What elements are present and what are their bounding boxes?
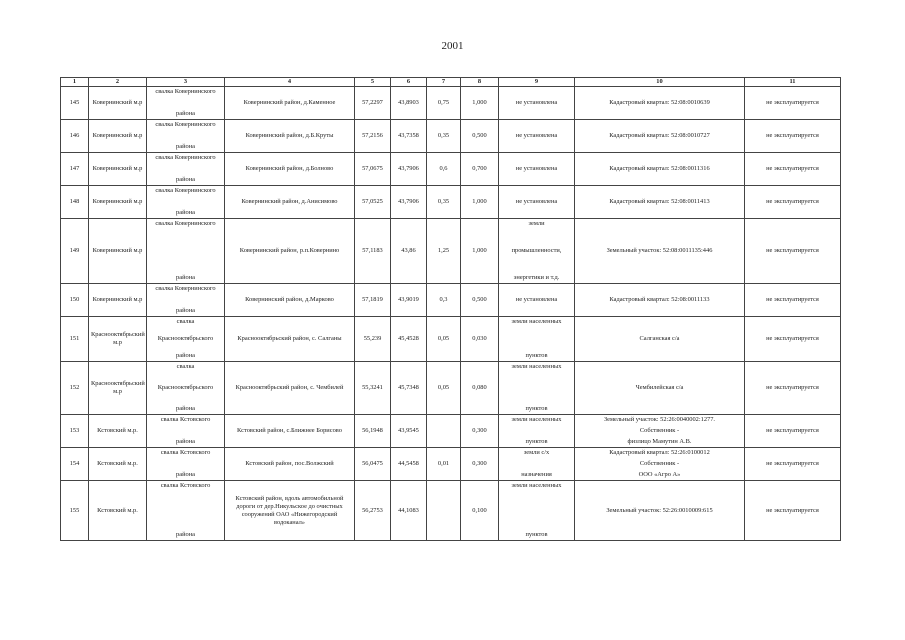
table-row — [61, 415, 841, 448]
latitude-cell: 57,2156 — [355, 120, 391, 153]
longitude-cell: 43,86 — [391, 219, 427, 284]
area-cell: 0,35 — [427, 120, 461, 153]
cadastral-cell-line: Кадастровый квартал: 52:08:0010639 — [609, 99, 710, 106]
cadastral-cell-line: Кадастровый квартал: 52:08:0011316 — [609, 165, 710, 172]
land-category-cell-line: энергетики и т.д. — [513, 274, 560, 281]
dump-name-cell-line: района — [176, 405, 195, 412]
land-category-cell-line: не установлена — [515, 132, 558, 139]
cadastral-cell-line: Кадастровый квартал: 52:08:0010727 — [609, 132, 710, 139]
land-category-cell — [499, 219, 575, 284]
status-cell: не эксплуатируется — [745, 362, 841, 415]
dump-name-cell-line: Краснооктябрьского — [157, 335, 214, 342]
dump-name-cell-line: района — [176, 307, 195, 314]
location-cell: Ковернинский район, р.п.Ковернино — [225, 219, 355, 284]
value-cell: 0,030 — [461, 317, 499, 362]
dump-name-cell-line: свалка Ковернинского — [155, 154, 216, 161]
land-category-cell-line: не установлена — [515, 198, 558, 205]
land-category-cell-line: не установлена — [515, 296, 558, 303]
district-cell: Ковернинский м.р — [89, 219, 147, 284]
cadastral-cell-line: Кадастровый квартал: 52:08:0011413 — [609, 198, 710, 205]
table-row — [61, 186, 841, 219]
district-cell: Кстовский м.р. — [89, 481, 147, 541]
dump-name-cell-line: района — [176, 438, 195, 445]
status-cell: не эксплуатируется — [745, 317, 841, 362]
land-category-cell-line: промышленности, — [511, 247, 562, 254]
column-header: 7 — [427, 78, 461, 87]
dump-name-cell-line: свалка — [176, 318, 195, 325]
area-cell: 0,35 — [427, 186, 461, 219]
area-cell: 0,6 — [427, 153, 461, 186]
longitude-cell: 43,7358 — [391, 120, 427, 153]
area-cell: 0,75 — [427, 87, 461, 120]
table-row — [61, 120, 841, 153]
dump-name-cell-line: района — [176, 274, 195, 281]
cadastral-cell-line: Земельный участок: 52:26:0040002:1277. — [603, 416, 716, 423]
value-cell: 0,500 — [461, 284, 499, 317]
dump-name-cell-line: Краснооктябрьского — [157, 384, 214, 391]
land-category-cell — [499, 448, 575, 481]
cadastral-cell — [575, 87, 745, 120]
row-number-cell: 152 — [61, 362, 89, 415]
value-cell: 0,300 — [461, 415, 499, 448]
latitude-cell: 55,3241 — [355, 362, 391, 415]
area-cell: 0,05 — [427, 317, 461, 362]
table-row — [61, 481, 841, 541]
area-cell: 1,25 — [427, 219, 461, 284]
location-cell: Кстовский район, пос.Волжский — [225, 448, 355, 481]
value-cell: 0,700 — [461, 153, 499, 186]
dump-name-cell-line: свалка Кстовского — [160, 449, 211, 456]
dump-name-cell-line: района — [176, 209, 195, 216]
location-cell: Ковернинский район, д.Болново — [225, 153, 355, 186]
latitude-cell: 57,1183 — [355, 219, 391, 284]
dump-name-cell-line: свалка Ковернинского — [155, 121, 216, 128]
column-header: 5 — [355, 78, 391, 87]
cadastral-cell-line: ООО «Агро А» — [638, 471, 681, 478]
column-header: 9 — [499, 78, 575, 87]
land-category-cell — [499, 153, 575, 186]
value-cell: 1,000 — [461, 186, 499, 219]
dump-name-cell-line: района — [176, 471, 195, 478]
longitude-cell: 43,7906 — [391, 186, 427, 219]
location-cell: Ковернинский район, д.Анисимово — [225, 186, 355, 219]
cadastral-cell — [575, 481, 745, 541]
location-cell: Кстовский район, с.Ближнее Борисово — [225, 415, 355, 448]
status-cell: не эксплуатируется — [745, 87, 841, 120]
dump-name-cell-line: района — [176, 531, 195, 538]
column-header: 11 — [745, 78, 841, 87]
status-cell: не эксплуатируется — [745, 219, 841, 284]
row-number-cell: 148 — [61, 186, 89, 219]
cadastral-cell-line: Чембилейская с/а — [635, 384, 684, 391]
cadastral-cell-line: Кадастровый квартал: 52:08:0011133 — [609, 296, 710, 303]
dump-name-cell-line: района — [176, 352, 195, 359]
longitude-cell: 45,7348 — [391, 362, 427, 415]
land-category-cell — [499, 284, 575, 317]
land-category-cell — [499, 481, 575, 541]
status-cell: не эксплуатируется — [745, 448, 841, 481]
table-row — [61, 448, 841, 481]
cadastral-cell — [575, 448, 745, 481]
cadastral-cell-line: Земельный участок: 52:26:0010009:615 — [606, 506, 713, 514]
status-cell: не эксплуатируется — [745, 415, 841, 448]
land-category-cell-line: пунктов — [525, 352, 548, 359]
dump-name-cell — [147, 317, 225, 362]
page-number: 2001 — [441, 40, 464, 52]
dump-name-cell-line: свалка Кстовского — [160, 416, 211, 423]
district-cell: Ковернинский м.р — [89, 186, 147, 219]
dump-name-cell — [147, 415, 225, 448]
district-cell: Кстовский м.р. — [89, 415, 147, 448]
cadastral-cell — [575, 284, 745, 317]
landfill-registry-table — [60, 77, 841, 541]
land-category-cell-line: земли — [528, 220, 545, 227]
location-cell: Краснооктябрьский район, с. Салганы — [225, 317, 355, 362]
value-cell: 0,500 — [461, 120, 499, 153]
column-header: 3 — [147, 78, 225, 87]
latitude-cell: 56,2753 — [355, 481, 391, 541]
table-row — [61, 153, 841, 186]
dump-name-cell — [147, 87, 225, 120]
longitude-cell: 44,5458 — [391, 448, 427, 481]
dump-name-cell-line: свалка Ковернинского — [155, 187, 216, 194]
row-number-cell: 155 — [61, 481, 89, 541]
land-category-cell-line: пунктов — [525, 531, 548, 538]
dump-name-cell-line: свалка Кстовского — [160, 482, 211, 489]
cadastral-cell — [575, 317, 745, 362]
land-category-cell-line: пунктов — [525, 438, 548, 445]
value-cell: 0,080 — [461, 362, 499, 415]
dump-name-cell — [147, 219, 225, 284]
cadastral-cell-line: Собственник - — [639, 460, 680, 467]
row-number-cell: 153 — [61, 415, 89, 448]
dump-name-cell — [147, 120, 225, 153]
location-cell: Краснооктябрьский район, с. Чембилей — [225, 362, 355, 415]
dump-name-cell — [147, 153, 225, 186]
latitude-cell: 57,0525 — [355, 186, 391, 219]
cadastral-cell — [575, 153, 745, 186]
row-number-cell: 149 — [61, 219, 89, 284]
land-category-cell-line: пунктов — [525, 405, 548, 412]
column-header: 10 — [575, 78, 745, 87]
longitude-cell: 43,9545 — [391, 415, 427, 448]
cadastral-cell-line: Салганская с/а — [639, 335, 680, 342]
latitude-cell: 57,0675 — [355, 153, 391, 186]
land-category-cell-line: земли населенных — [511, 416, 562, 423]
area-cell: 0,05 — [427, 362, 461, 415]
district-cell: Краснооктябрьский м.р — [89, 317, 147, 362]
latitude-cell: 55,239 — [355, 317, 391, 362]
area-cell — [427, 415, 461, 448]
row-number-cell: 151 — [61, 317, 89, 362]
cadastral-cell — [575, 120, 745, 153]
district-cell: Краснооктябрьский м.р — [89, 362, 147, 415]
column-header: 1 — [61, 78, 89, 87]
row-number-cell: 147 — [61, 153, 89, 186]
district-cell: Кстовский м.р. — [89, 448, 147, 481]
row-number-cell: 145 — [61, 87, 89, 120]
longitude-cell: 44,1083 — [391, 481, 427, 541]
column-header: 2 — [89, 78, 147, 87]
land-category-cell-line: земли населенных — [511, 318, 562, 325]
table-row — [61, 219, 841, 284]
dump-name-cell-line: свалка — [176, 363, 195, 370]
value-cell: 1,000 — [461, 87, 499, 120]
column-header: 4 — [225, 78, 355, 87]
land-category-cell-line: назначения — [521, 471, 552, 478]
land-category-cell — [499, 87, 575, 120]
table-row — [61, 362, 841, 415]
value-cell: 0,300 — [461, 448, 499, 481]
longitude-cell: 43,7906 — [391, 153, 427, 186]
dump-name-cell-line: свалка Ковернинского — [155, 285, 216, 292]
land-category-cell-line: земли населенных — [511, 363, 562, 370]
row-number-cell: 154 — [61, 448, 89, 481]
cadastral-cell-line: Собственник - — [639, 427, 680, 434]
status-cell: не эксплуатируется — [745, 120, 841, 153]
dump-name-cell — [147, 186, 225, 219]
land-category-cell — [499, 120, 575, 153]
dump-name-cell — [147, 448, 225, 481]
land-category-cell-line: не установлена — [515, 165, 558, 172]
cadastral-cell — [575, 415, 745, 448]
cadastral-cell — [575, 362, 745, 415]
row-number-cell: 150 — [61, 284, 89, 317]
header-row — [61, 78, 841, 87]
district-cell: Ковернинский м.р — [89, 120, 147, 153]
dump-name-cell-line: свалка Ковернинского — [155, 88, 216, 95]
district-cell: Ковернинский м.р — [89, 153, 147, 186]
table-row — [61, 317, 841, 362]
latitude-cell: 56,0475 — [355, 448, 391, 481]
longitude-cell: 43,8903 — [391, 87, 427, 120]
district-cell: Ковернинский м.р — [89, 284, 147, 317]
area-cell: 0,3 — [427, 284, 461, 317]
area-cell: 0,01 — [427, 448, 461, 481]
latitude-cell: 57,2297 — [355, 87, 391, 120]
status-cell: не эксплуатируется — [745, 481, 841, 541]
cadastral-cell-line: физлицо Мамутин А.В. — [627, 438, 692, 445]
table-row — [61, 87, 841, 120]
land-category-cell — [499, 362, 575, 415]
location-cell: Кстовский район, вдоль автомобильной дороги от дер.Никульское до очистных сооружений ОАО «Нижегородский водоканал» — [225, 481, 355, 541]
value-cell: 1,000 — [461, 219, 499, 284]
district-cell: Ковернинский м.р — [89, 87, 147, 120]
cadastral-cell-line: Кадастровый квартал: 52:26:0100012 — [609, 449, 710, 456]
column-header: 6 — [391, 78, 427, 87]
value-cell: 0,100 — [461, 481, 499, 541]
location-cell: Ковернинский район, д.Б.Круты — [225, 120, 355, 153]
column-header: 8 — [461, 78, 499, 87]
dump-name-cell-line: района — [176, 110, 195, 117]
status-cell: не эксплуатируется — [745, 186, 841, 219]
table-row — [61, 284, 841, 317]
status-cell: не эксплуатируется — [745, 153, 841, 186]
dump-name-cell-line: свалка Ковернинского — [155, 220, 216, 227]
land-category-cell — [499, 317, 575, 362]
land-category-cell-line: земли населенных — [511, 482, 562, 489]
location-cell: Ковернинский район, д.Марково — [225, 284, 355, 317]
dump-name-cell — [147, 284, 225, 317]
land-category-cell — [499, 186, 575, 219]
cadastral-cell — [575, 219, 745, 284]
dump-name-cell-line: района — [176, 176, 195, 183]
dump-name-cell-line: района — [176, 143, 195, 150]
location-cell: Ковернинский район, д.Каменное — [225, 87, 355, 120]
cadastral-cell — [575, 186, 745, 219]
land-category-cell-line: не установлена — [515, 99, 558, 106]
area-cell — [427, 481, 461, 541]
status-cell: не эксплуатируется — [745, 284, 841, 317]
longitude-cell: 45,4528 — [391, 317, 427, 362]
latitude-cell: 56,1948 — [355, 415, 391, 448]
longitude-cell: 43,9019 — [391, 284, 427, 317]
cadastral-cell-line: Земельный участок: 52:08:0011135:446 — [606, 247, 713, 254]
land-category-cell-line: земли с/х — [523, 449, 550, 456]
row-number-cell: 146 — [61, 120, 89, 153]
latitude-cell: 57,1819 — [355, 284, 391, 317]
dump-name-cell — [147, 481, 225, 541]
dump-name-cell — [147, 362, 225, 415]
land-category-cell — [499, 415, 575, 448]
